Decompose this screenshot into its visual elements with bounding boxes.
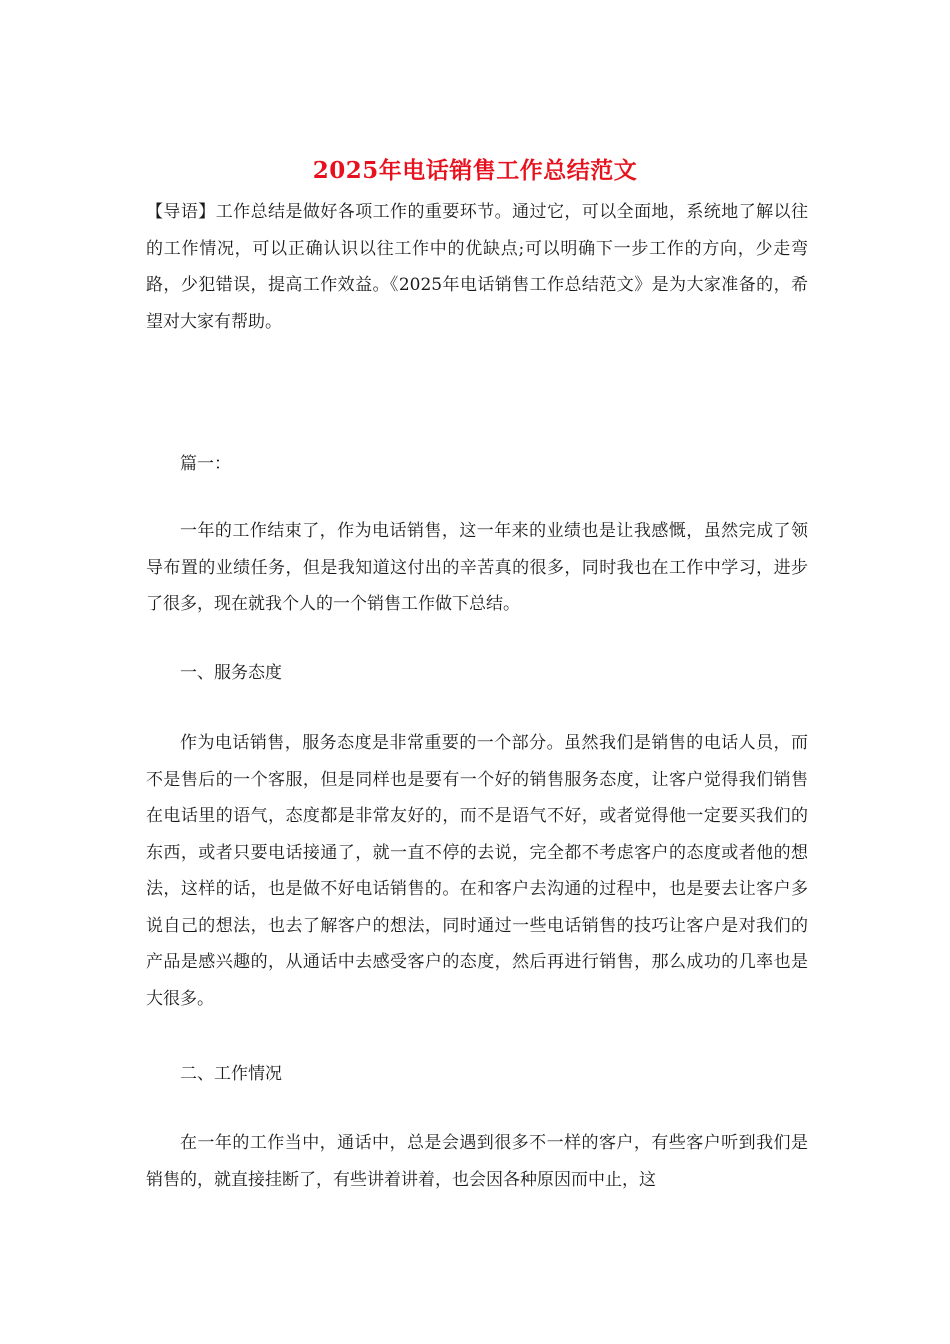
- opening-paragraph: 一年的工作结束了，作为电话销售，这一年来的业绩也是让我感慨，虽然完成了领导布置的业绩任务，但是我知道这付出的辛苦真的很多，同时我也在工作中学习，进步了很多，现在就我个人的一个销售工作做下总结。: [146, 521, 808, 614]
- section-paragraph-work-situation: 在一年的工作当中，通话中，总是会遇到很多不一样的客户，有些客户听到我们是销售的，就直接挂断了，有些讲着讲着，也会因各种原因而中止，这: [146, 1133, 808, 1190]
- section-paragraph-service-attitude: 作为电话销售，服务态度是非常重要的一个部分。虽然我们是销售的电话人员，而不是售后的一个客服，但是同样也是要有一个好的销售服务态度，让客户觉得我们销售在电话里的语气，态度都是非常友好的，而不是语气不好，或者觉得他一定要买我们的东西，或者只要电话接通了，就一直不停的去说，完全都不考虑客户的态度或者他的想法，这样的话，也是做不好电话销售的。在和客户去沟通的过程中，也是要去让客户多说自己的想法，也去了解客户的想法，同时通过一些电话销售的技巧让客户是对我们的产品是感兴趣的，从通话中去感受客户的态度，然后再进行销售，那么成功的几率也是大很多。: [146, 733, 808, 1009]
- section-heading-service-attitude: 一、服务态度: [180, 663, 282, 683]
- intro-paragraph: 【导语】工作总结是做好各项工作的重要环节。通过它，可以全面地，系统地了解以往的工作情况，可以正确认识以往工作中的优缺点;可以明确下一步工作的方向，少走弯路，少犯错误，提高工作效益。《2025年电话销售工作总结范文》是为大家准备的，希望对大家有帮助。: [146, 202, 808, 332]
- section-heading-work-situation: 二、工作情况: [180, 1064, 282, 1084]
- part-label: 篇一：: [180, 454, 231, 474]
- document-title: 2025年电话销售工作总结范文: [312, 157, 638, 184]
